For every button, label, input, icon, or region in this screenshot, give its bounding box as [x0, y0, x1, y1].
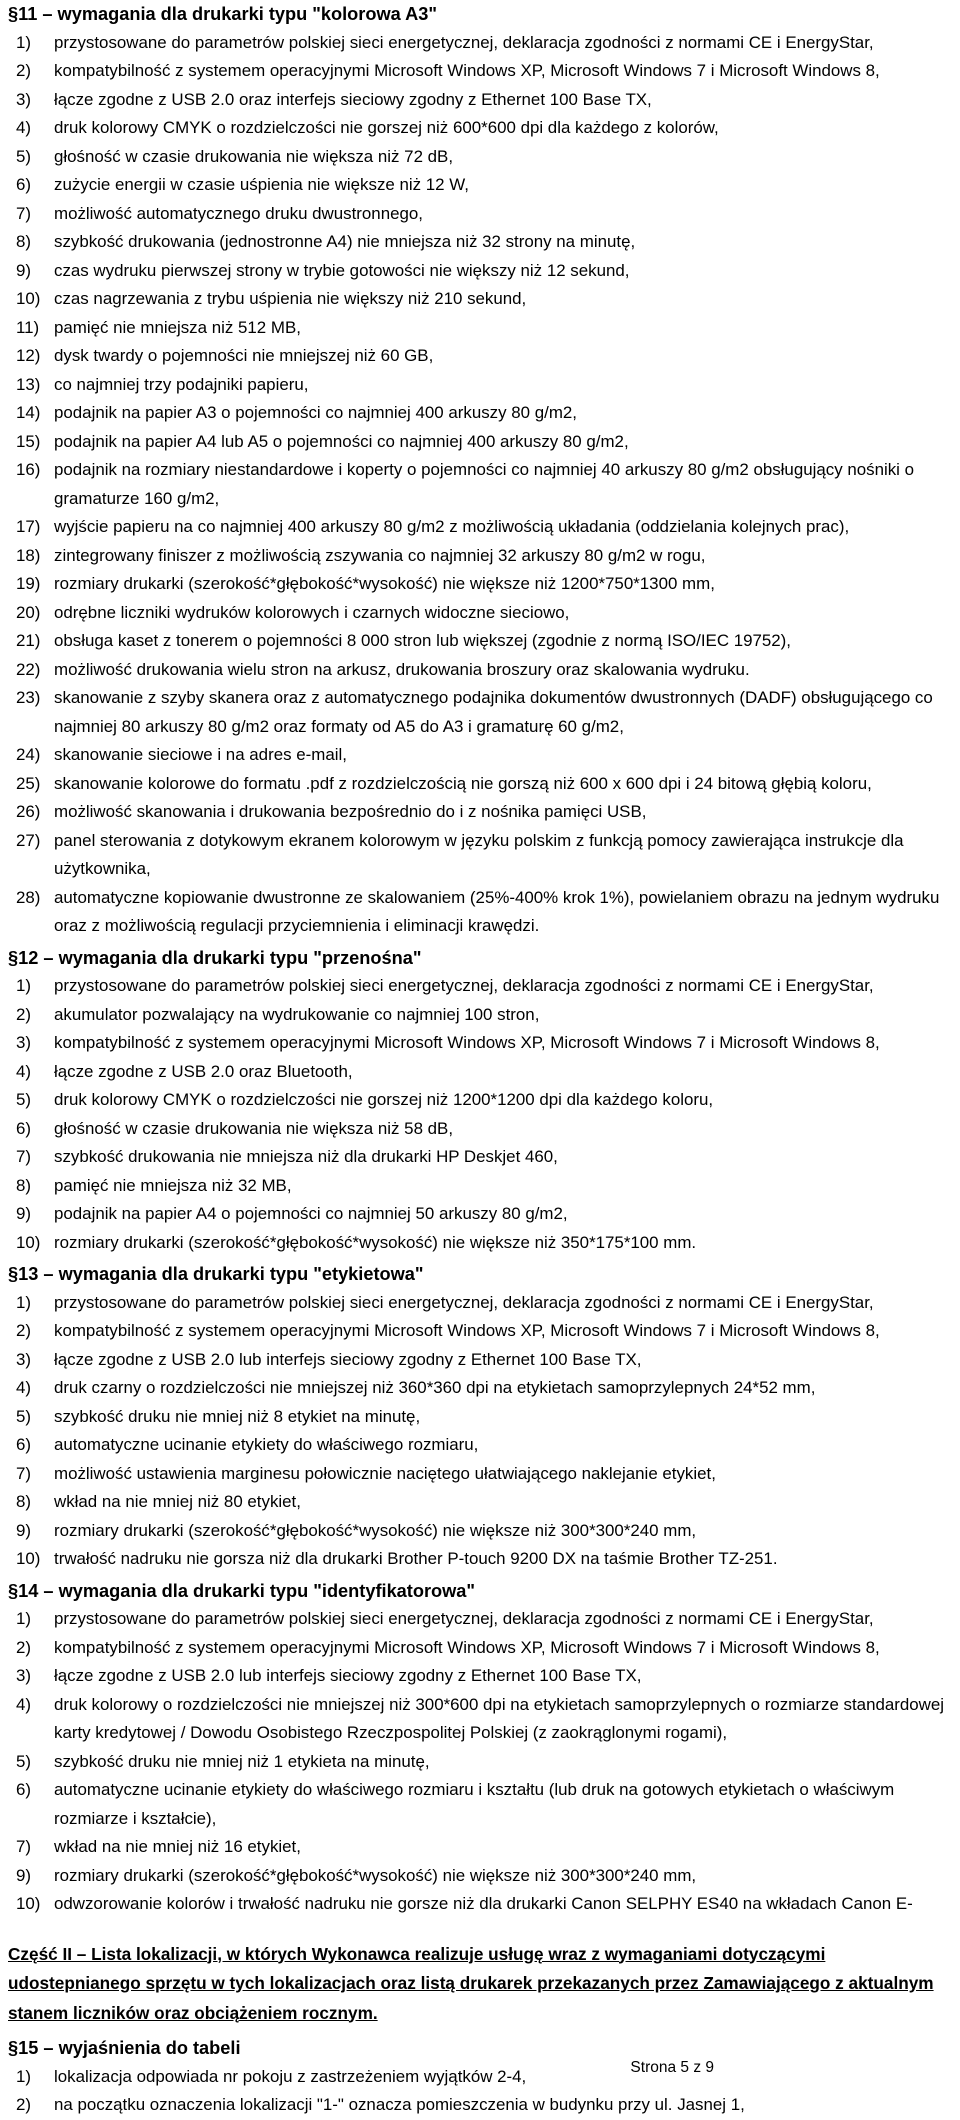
item-number: 18) [16, 545, 41, 565]
list-item [8, 456, 952, 513]
list-item [8, 86, 952, 115]
item-text: szybkość drukowania (jednostronne A4) nie mniejsza niż 32 strony na minutę, [54, 232, 636, 251]
item-number: 10) [16, 289, 41, 308]
item-text: trwałość nadruku nie gorsza niż dla drukarki Brother P-touch 9200 DX na taśmie Brother TZ-251. [54, 1549, 778, 1568]
item-text: druk czarny o rozdzielczości nie mniejszej niż 360*360 dpi na etykietach samoprzylepnych 24*52 mm, [54, 1378, 816, 1397]
list-item [8, 827, 952, 884]
section-heading: §15 – wyjaśnienia do tabeli [8, 2038, 241, 2058]
list-item [8, 1488, 952, 1517]
list-item [8, 741, 952, 770]
part-ii-heading: Część II – Lista lokalizacji, w których Wykonawca realizuje usługę wraz z wymaganiami dotyczącymi udostepnianego sprzętu w tych lokalizacjach oraz listą drukarek przekazanych przez Zamawiającego z aktualnym stanem liczników oraz obciążeniem rocznym. [8, 1943, 934, 2023]
item-number: 13) [16, 374, 41, 394]
item-number: 7) [16, 1837, 32, 1856]
list-item [8, 1545, 952, 1574]
list-item [8, 371, 952, 400]
item-number: 19) [16, 574, 41, 593]
item-text: skanowanie sieciowe i na adres e-mail, [54, 745, 347, 764]
item-number: 3) [16, 1033, 32, 1052]
list-item [8, 1634, 952, 1663]
item-text: zużycie energii w czasie uśpienia nie większe niż 12 W, [54, 175, 469, 194]
list-item [8, 228, 952, 257]
item-text: możliwość drukowania wielu stron na arkusz, drukowania broszury oraz skalowania wydruku. [54, 659, 750, 679]
page-number: Strona 5 z 9 [630, 2059, 714, 2076]
list-item [8, 1029, 952, 1058]
item-number: 8) [16, 232, 32, 251]
list-item [8, 1403, 952, 1432]
item-number: 6) [16, 1435, 32, 1454]
item-number: 5) [16, 1751, 32, 1771]
item-number: 7) [16, 1147, 32, 1166]
item-number: 14) [16, 403, 41, 422]
section-13 [8, 1260, 952, 1577]
item-number: 16) [16, 460, 41, 479]
item-text: wyjście papieru na co najmniej 400 arkuszy 80 g/m2 z możliwością układania (oddzielania kolejnych prac), [54, 517, 850, 536]
item-number: 7) [16, 203, 32, 223]
item-number: 6) [16, 1118, 32, 1138]
item-text: odrębne liczniki wydruków kolorowych i czarnych widoczne sieciowo, [54, 602, 570, 622]
item-text: wkład na nie mniej niż 16 etykiet, [54, 1837, 301, 1856]
item-number: 28) [16, 887, 41, 907]
list-item [8, 1691, 952, 1748]
item-text: łącze zgodne z USB 2.0 lub interfejs sieciowy zgodny z Ethernet 100 Base TX, [54, 1349, 642, 1369]
list-item [8, 972, 952, 1001]
item-number: 17) [16, 517, 41, 536]
list-item [8, 627, 952, 656]
section-heading: §14 – wymagania dla drukarki typu "identyfikatorowa" [8, 1580, 476, 1601]
item-text: druk kolorowy o rozdzielczości nie mniejszej niż 300*600 dpi na etykietach samoprzylepnych o rozmiarze standardowej karty kredytowej / Dowodu Osobistego Rzeczpospolitej Polskiej (z zaokrąglonymi rogami), [54, 1694, 945, 1742]
item-number: 21) [16, 631, 41, 650]
item-text: co najmniej trzy podajniki papieru, [54, 374, 309, 394]
item-text: druk kolorowy CMYK o rozdzielczości nie gorszej niż 600*600 dpi dla każdego z kolorów, [54, 118, 719, 137]
item-text: łącze zgodne z USB 2.0 oraz interfejs sieciowy zgodny z Ethernet 100 Base TX, [54, 89, 652, 109]
item-number: 2) [16, 1637, 32, 1657]
item-text: możliwość automatycznego druku dwustronnego, [54, 203, 423, 223]
item-text: możliwość skanowania i drukowania bezpośrednio do i z nośnika pamięci USB, [54, 802, 647, 821]
list-item [8, 285, 952, 314]
list-item [8, 1431, 952, 1460]
list-item [8, 770, 952, 799]
item-text: szybkość druku nie mniej niż 8 etykiet na minutę, [54, 1406, 421, 1426]
list-item [8, 1001, 952, 1030]
list-item [8, 1115, 952, 1144]
list-item [8, 57, 952, 86]
item-text: czas wydruku pierwszej strony w trybie gotowości nie większy niż 12 sekund, [54, 260, 630, 280]
list-item [8, 257, 952, 286]
item-text: lokalizacja odpowiada nr pokoju z zastrzeżeniem wyjątków 2-4, [54, 2066, 527, 2086]
item-number: 10) [16, 1894, 41, 1913]
list-item [8, 171, 952, 200]
item-number: 3) [16, 1666, 32, 1685]
item-text: automatyczne kopiowanie dwustronne ze skalowaniem (25%-400% krok 1%), powielaniem obrazu na jednym wydruku oraz z możliwością regulacji przyciemnienia i eliminacji krawędzi. [54, 887, 940, 935]
item-number: 22) [16, 659, 41, 679]
item-text: panel sterowania z dotykowym ekranem kolorowym w języku polskim z funkcją pomocy zawierająca instrukcje dla użytkownika, [54, 830, 904, 878]
list-item [8, 1833, 952, 1862]
item-text: na początku oznaczenia lokalizacji "1-" oznacza pomieszczenia w budynku przy ul. Jasnej 1, [54, 2095, 745, 2114]
item-text: obsługa kaset z tonerem o pojemności 8 000 stron lub większej (zgodnie z normą ISO/IEC 19752), [54, 631, 792, 650]
item-number: 1) [16, 1292, 32, 1312]
item-text: szybkość drukowania nie mniejsza niż dla drukarki HP Deskjet 460, [54, 1147, 558, 1166]
item-text: kompatybilność z systemem operacyjnymi Microsoft Windows XP, Microsoft Windows 7 i Microsoft Windows 8, [54, 1321, 880, 1340]
item-text: rozmiary drukarki (szerokość*głębokość*wysokość) nie większe niż 300*300*240 mm, [54, 1865, 697, 1885]
list-item [8, 29, 952, 58]
item-text: automatyczne ucinanie etykiety do właściwego rozmiaru, [54, 1435, 479, 1454]
requirements-list [8, 972, 952, 1257]
section-heading: §11 – wymagania dla drukarki typu "kolorowa A3" [8, 4, 437, 24]
item-number: 9) [16, 1520, 32, 1540]
item-text: akumulator pozwalający na wydrukowanie co najmniej 100 stron, [54, 1004, 540, 1024]
item-text: odwzorowanie kolorów i trwałość nadruku nie gorsze niż dla drukarki Canon SELPHY ES40 na wkładach Canon E- [54, 1894, 913, 1913]
list-item [8, 1662, 952, 1691]
item-number: 4) [16, 1061, 32, 1081]
requirements-list [8, 2063, 952, 2120]
section-15 [8, 2034, 952, 2120]
item-number: 2) [16, 2095, 32, 2114]
list-item [8, 1776, 952, 1833]
item-number: 4) [16, 1694, 32, 1714]
item-text: podajnik na papier A4 lub A5 o pojemności co najmniej 400 arkuszy 80 g/m2, [54, 431, 629, 451]
item-number: 5) [16, 1090, 32, 1109]
item-number: 6) [16, 1780, 32, 1799]
list-item [8, 1374, 952, 1403]
list-item [8, 599, 952, 628]
item-number: 1) [16, 32, 32, 52]
item-text: podajnik na papier A4 o pojemności co najmniej 50 arkuszy 80 g/m2, [54, 1204, 568, 1223]
item-text: łącze zgodne z USB 2.0 lub interfejs sieciowy zgodny z Ethernet 100 Base TX, [54, 1666, 642, 1685]
item-number: 6) [16, 175, 32, 194]
item-text: przystosowane do parametrów polskiej sieci energetycznej, deklaracja zgodności z normami CE i EnergyStar, [54, 976, 874, 995]
item-text: głośność w czasie drukowania nie większa niż 72 dB, [54, 146, 454, 166]
item-text: przystosowane do parametrów polskiej sieci energetycznej, deklaracja zgodności z normami CE i EnergyStar, [54, 32, 874, 52]
item-text: wkład na nie mniej niż 80 etykiet, [54, 1492, 301, 1511]
list-item [8, 1605, 952, 1634]
list-item [8, 1058, 952, 1087]
item-number: 25) [16, 773, 41, 793]
list-item [8, 1890, 952, 1919]
list-item [8, 2091, 952, 2120]
item-number: 9) [16, 260, 32, 280]
requirements-list [8, 29, 952, 941]
list-item [8, 884, 952, 941]
item-number: 15) [16, 431, 41, 451]
section-11 [8, 0, 952, 944]
list-item [8, 684, 952, 741]
item-number: 10) [16, 1549, 41, 1568]
item-number: 9) [16, 1865, 32, 1885]
item-number: 10) [16, 1232, 41, 1252]
item-number: 7) [16, 1463, 32, 1483]
list-item [8, 1229, 952, 1258]
item-number: 4) [16, 1378, 32, 1397]
item-number: 12) [16, 346, 41, 365]
requirements-list [8, 1605, 952, 1919]
item-number: 24) [16, 745, 41, 764]
item-text: głośność w czasie drukowania nie większa niż 58 dB, [54, 1118, 454, 1138]
list-item [8, 399, 952, 428]
section-14 [8, 1577, 952, 1922]
section-12 [8, 944, 952, 1261]
item-number: 11) [16, 317, 40, 337]
item-number: 1) [16, 976, 32, 995]
item-number: 5) [16, 146, 32, 166]
requirements-list [8, 1289, 952, 1574]
item-text: łącze zgodne z USB 2.0 oraz Bluetooth, [54, 1061, 353, 1081]
item-number: 23) [16, 688, 41, 707]
document-body [8, 0, 952, 2120]
item-number: 3) [16, 89, 32, 109]
list-item [8, 1172, 952, 1201]
item-text: podajnik na rozmiary niestandardowe i koperty o pojemności co najmniej 40 arkuszy 80 g/m2 obsługujący nośniki o gramaturze 160 g/m2, [54, 460, 915, 508]
item-text: kompatybilność z systemem operacyjnymi Microsoft Windows XP, Microsoft Windows 7 i Microsoft Windows 8, [54, 61, 880, 80]
item-text: dysk twardy o pojemności nie mniejszej niż 60 GB, [54, 346, 434, 365]
list-item [8, 1460, 952, 1489]
item-number: 2) [16, 61, 32, 80]
item-number: 2) [16, 1321, 32, 1340]
list-item [8, 200, 952, 229]
item-text: zintegrowany finiszer z możliwością zszywania co najmniej 32 arkuszy 80 g/m2 w rogu, [54, 545, 706, 565]
item-text: automatyczne ucinanie etykiety do właściwego rozmiaru i kształtu (lub druk na gotowych etykietach o właściwym rozmiarze i kształcie), [54, 1780, 895, 1828]
list-item [8, 1317, 952, 1346]
list-item [8, 1086, 952, 1115]
item-number: 8) [16, 1175, 32, 1195]
item-number: 3) [16, 1349, 32, 1369]
item-text: przystosowane do parametrów polskiej sieci energetycznej, deklaracja zgodności z normami CE i EnergyStar, [54, 1292, 874, 1312]
item-text: pamięć nie mniejsza niż 512 MB, [54, 317, 301, 337]
item-text: możliwość ustawienia marginesu połowicznie naciętego ułatwiającego naklejanie etykiet, [54, 1463, 716, 1483]
item-text: kompatybilność z systemem operacyjnymi Microsoft Windows XP, Microsoft Windows 7 i Microsoft Windows 8, [54, 1033, 880, 1052]
list-item [8, 1289, 952, 1318]
list-item [8, 2063, 952, 2092]
item-text: podajnik na papier A3 o pojemności co najmniej 400 arkuszy 80 g/m2, [54, 403, 577, 422]
item-text: pamięć nie mniejsza niż 32 MB, [54, 1175, 292, 1195]
list-item [8, 513, 952, 542]
item-text: przystosowane do parametrów polskiej sieci energetycznej, deklaracja zgodności z normami CE i EnergyStar, [54, 1609, 874, 1628]
item-number: 26) [16, 802, 41, 821]
list-item [8, 1346, 952, 1375]
item-text: rozmiary drukarki (szerokość*głębokość*wysokość) nie większe niż 1200*750*1300 mm, [54, 574, 715, 593]
item-text: rozmiary drukarki (szerokość*głębokość*wysokość) nie większe niż 300*300*240 mm, [54, 1520, 697, 1540]
item-text: druk kolorowy CMYK o rozdzielczości nie gorszej niż 1200*1200 dpi dla każdego koloru, [54, 1090, 714, 1109]
item-text: rozmiary drukarki (szerokość*głębokość*wysokość) nie większe niż 350*175*100 mm. [54, 1232, 697, 1252]
section-heading: §12 – wymagania dla drukarki typu "przenośna" [8, 947, 422, 968]
section-heading: §13 – wymagania dla drukarki typu "etykietowa" [8, 1264, 424, 1284]
item-number: 8) [16, 1492, 32, 1511]
list-item [8, 314, 952, 343]
item-number: 27) [16, 830, 41, 850]
list-item [8, 570, 952, 599]
item-number: 1) [16, 2066, 32, 2086]
item-text: czas nagrzewania z trybu uśpienia nie większy niż 210 sekund, [54, 289, 527, 308]
item-number: 2) [16, 1004, 32, 1024]
list-item [8, 428, 952, 457]
list-item [8, 1517, 952, 1546]
list-item [8, 342, 952, 371]
list-item [8, 542, 952, 571]
item-text: skanowanie kolorowe do formatu .pdf z rozdzielczością nie gorszą niż 600 x 600 dpi i 24 bitową głębią koloru, [54, 773, 872, 793]
list-item [8, 1862, 952, 1891]
list-item [8, 1143, 952, 1172]
list-item [8, 656, 952, 685]
list-item [8, 1200, 952, 1229]
item-number: 1) [16, 1609, 32, 1628]
list-item [8, 114, 952, 143]
list-item [8, 1748, 952, 1777]
list-item [8, 798, 952, 827]
item-text: szybkość druku nie mniej niż 1 etykieta na minutę, [54, 1751, 430, 1771]
item-text: skanowanie z szyby skanera oraz z automatycznego podajnika dokumentów dwustronnych (DADF) obsługującego co najmniej 80 arkuszy 80 g/m2 oraz formaty od A5 do A3 i gramaturę 60 g/m2, [54, 688, 933, 736]
item-number: 5) [16, 1406, 32, 1426]
item-number: 9) [16, 1204, 32, 1223]
item-text: kompatybilność z systemem operacyjnymi Microsoft Windows XP, Microsoft Windows 7 i Microsoft Windows 8, [54, 1637, 880, 1657]
item-number: 20) [16, 602, 41, 622]
item-number: 4) [16, 118, 32, 137]
list-item [8, 143, 952, 172]
